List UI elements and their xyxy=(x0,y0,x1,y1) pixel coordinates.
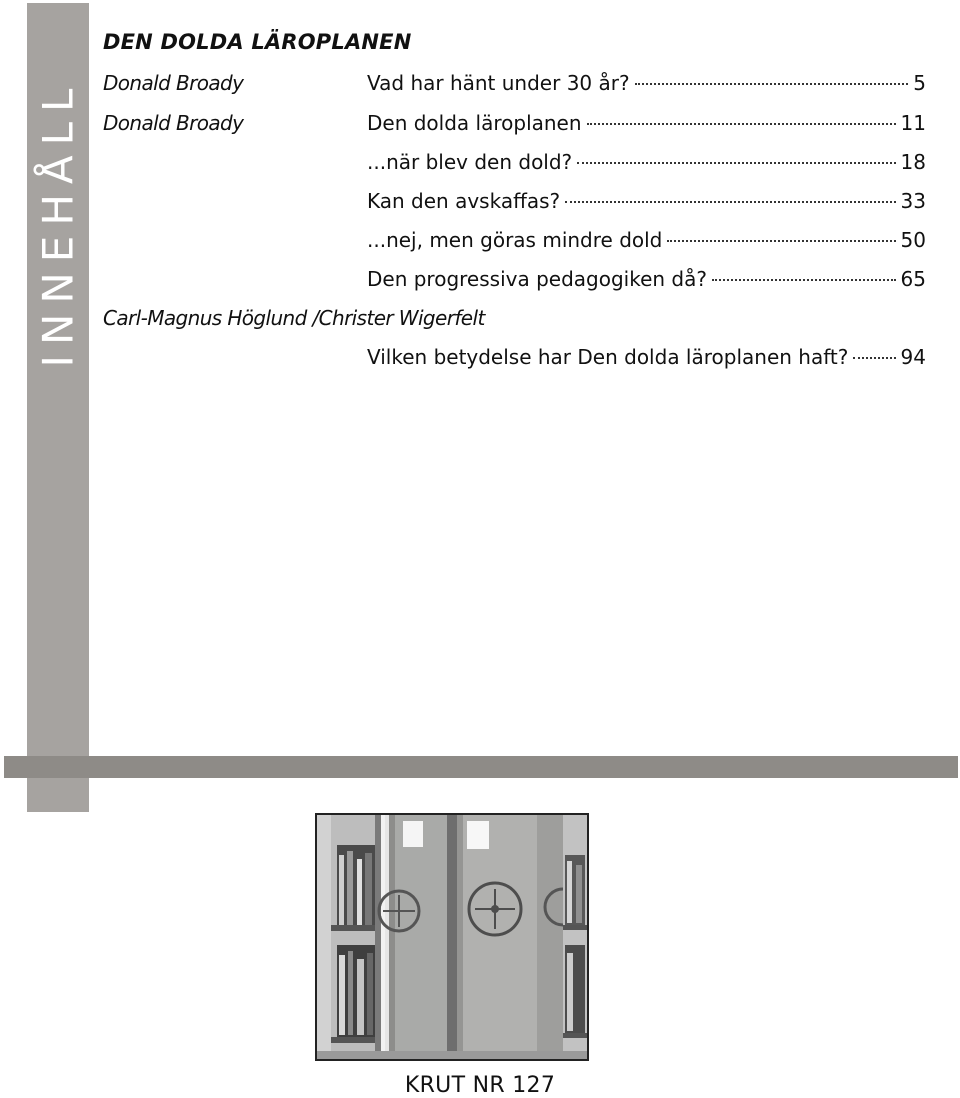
toc-entry-title: ...när blev den dold? xyxy=(367,150,573,174)
toc-entry-page: 11 xyxy=(900,111,926,135)
toc-entry[interactable] xyxy=(367,150,926,174)
toc-entry-page: 65 xyxy=(900,267,926,291)
toc-entry-title: ...nej, men göras mindre dold xyxy=(367,228,663,252)
toc-entry[interactable] xyxy=(367,189,926,213)
sidebar-title-text: INNEHÅLL xyxy=(33,78,83,368)
toc-leader xyxy=(667,240,895,242)
author-2: Donald Broady xyxy=(103,111,244,135)
toc-entry-page: 50 xyxy=(900,228,926,252)
toc-leader xyxy=(853,357,895,359)
archive-shelves-photo xyxy=(315,813,589,1061)
horizontal-rule xyxy=(4,756,958,778)
toc-entry-title: Kan den avskaffas? xyxy=(367,189,561,213)
toc-entry-title: Den dolda läroplanen xyxy=(367,111,582,135)
toc-entry-title: Vad har hänt under 30 år? xyxy=(367,71,630,95)
toc-entry-page: 33 xyxy=(900,189,926,213)
toc-entry[interactable] xyxy=(367,71,926,95)
issue-footer: KRUT NR 127 xyxy=(404,1073,556,1098)
toc-leader xyxy=(565,201,895,203)
toc-entry[interactable] xyxy=(367,267,926,291)
table-of-contents xyxy=(0,0,960,380)
toc-leader xyxy=(712,279,896,281)
toc-leader xyxy=(577,162,895,164)
author-3: Carl-Magnus Höglund /Christer Wigerfelt xyxy=(103,306,485,330)
toc-entry[interactable] xyxy=(367,345,926,369)
toc-entry-title: Den progressiva pedagogiken då? xyxy=(367,267,707,291)
toc-entry[interactable] xyxy=(367,228,926,252)
section-title: DEN DOLDA LÄROPLANEN xyxy=(103,30,412,54)
toc-entry-title: Vilken betydelse har Den dolda läroplanen haft? xyxy=(367,345,849,369)
archive-shelves-illustration xyxy=(317,815,587,1059)
author-1: Donald Broady xyxy=(103,71,244,95)
toc-leader xyxy=(587,123,896,125)
toc-entry[interactable] xyxy=(367,111,926,135)
toc-leader xyxy=(635,83,909,85)
toc-entry-page: 5 xyxy=(913,71,926,95)
toc-entry-page: 94 xyxy=(900,345,926,369)
toc-entry-page: 18 xyxy=(900,150,926,174)
